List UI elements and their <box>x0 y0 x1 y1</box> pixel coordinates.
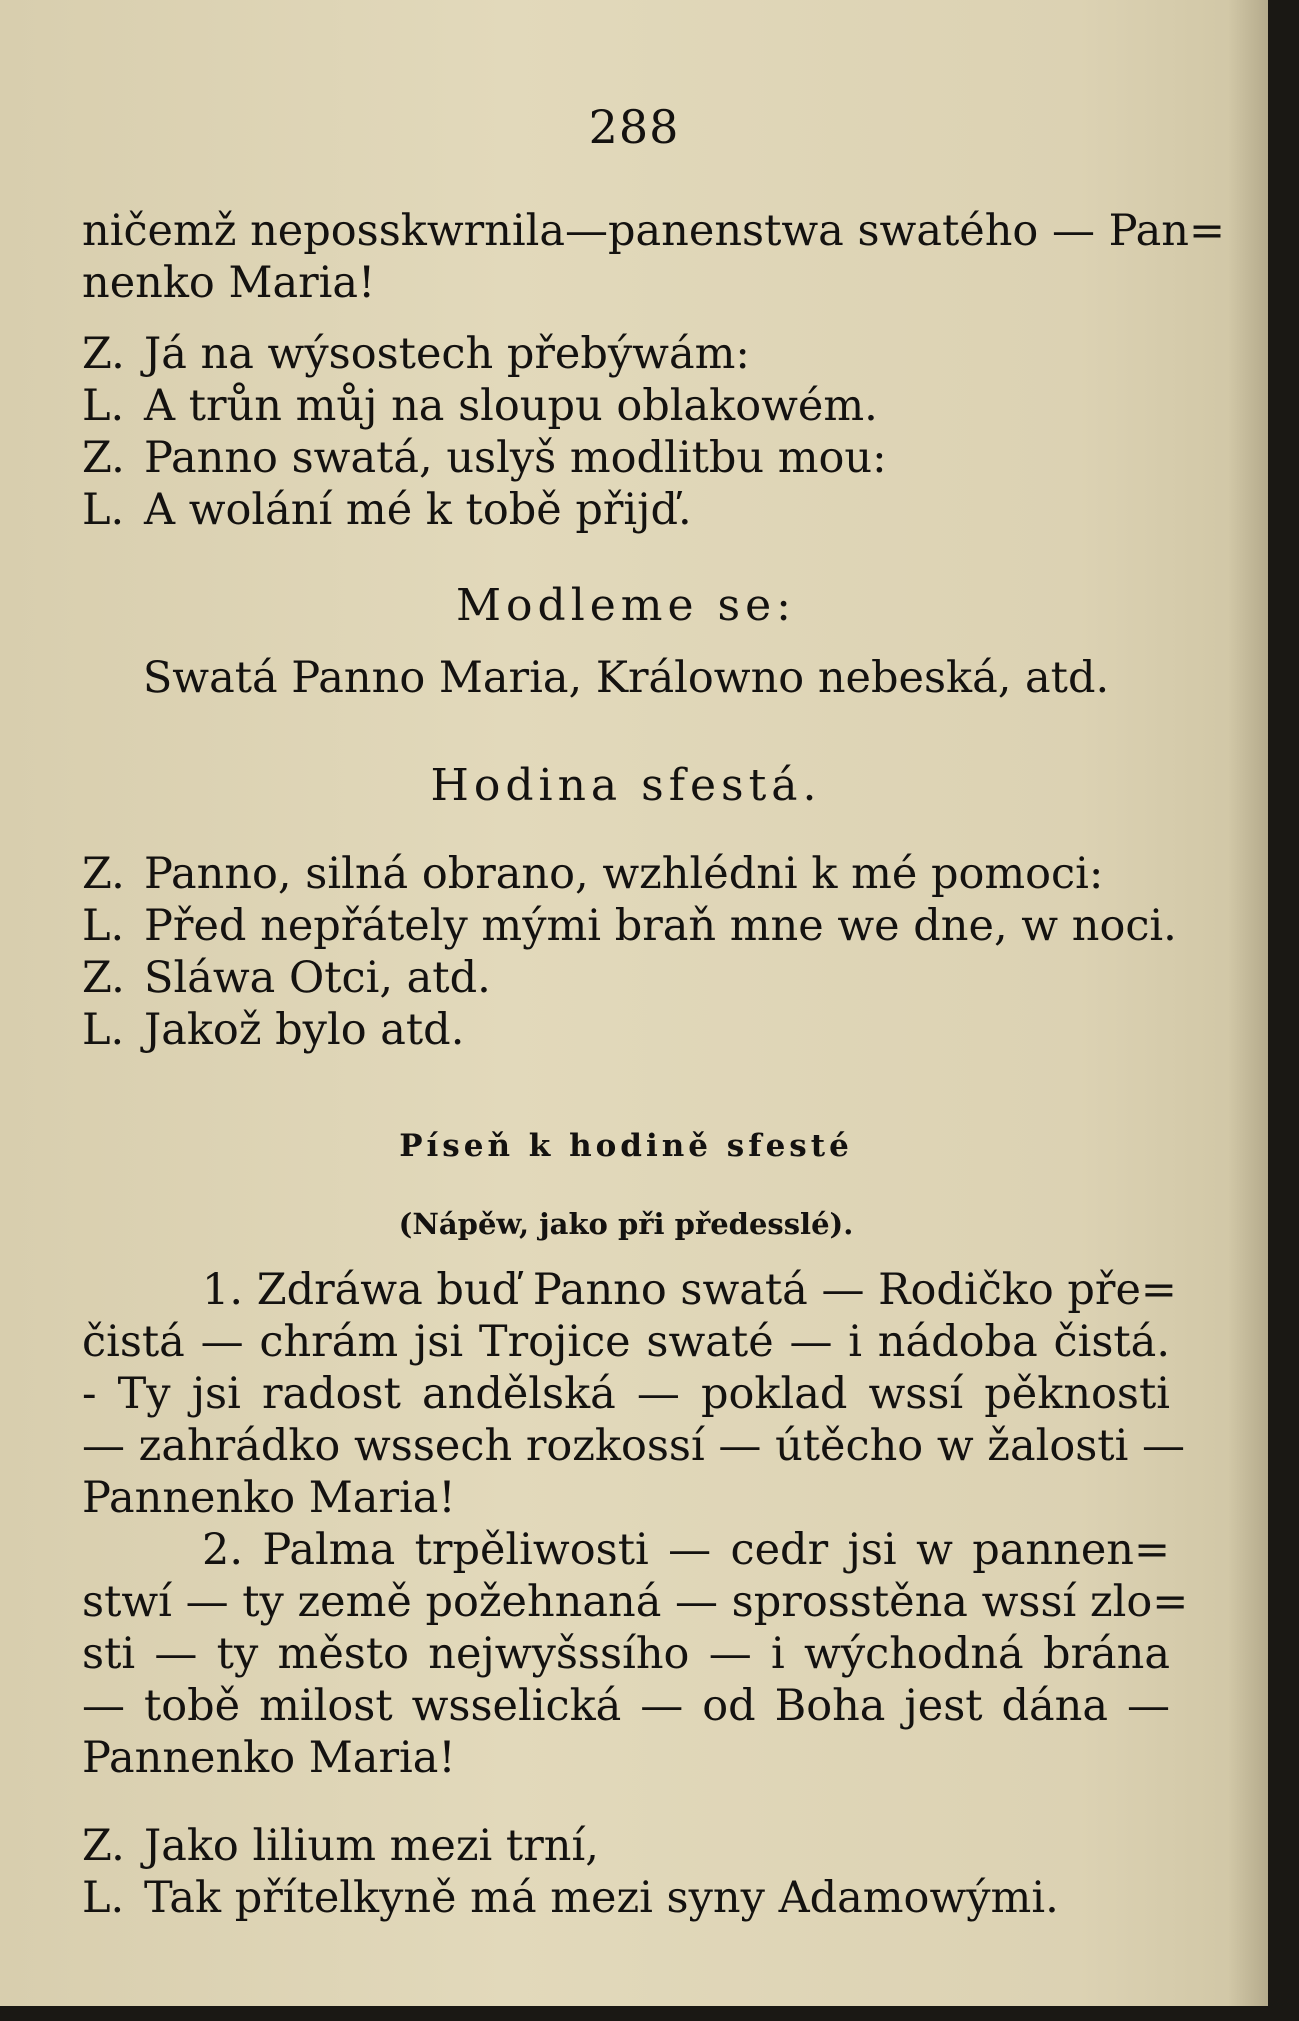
stanza-line: — zahrádko wssech rozkossí — útěcho w žalosti — <box>82 1421 1186 1471</box>
response-text: Jako lilium mezi trní, <box>144 1821 599 1871</box>
response-text: Panno, silná obrano, wzhlédni k mé pomoci: <box>144 849 1104 899</box>
response-text: Jakož bylo atd. <box>144 1005 465 1055</box>
stanza-line: stwí — ty země požehnaná — sprosstěna wssí zlo= <box>82 1577 1189 1627</box>
verse-line: ničemž neposskwrnila—panenstwa swatého — Pan= <box>82 206 1225 256</box>
page-edge-shadow <box>1228 0 1268 2006</box>
response-line <box>82 1004 1170 1056</box>
response-line <box>82 900 1177 952</box>
response-marker: L. <box>82 381 125 431</box>
response-text: Před nepřátely mými braň mne we dne, w noci. <box>144 901 1177 951</box>
response-text: Já na wýsostech přebýwám: <box>144 329 750 379</box>
verse-line: nenko Maria! <box>82 258 376 308</box>
response-marker: L. <box>82 485 125 535</box>
response-line <box>82 484 1170 536</box>
response-marker: Z. <box>82 329 125 379</box>
response-line <box>82 1820 1170 1872</box>
response-marker: Z. <box>82 953 125 1003</box>
response-marker: Z. <box>82 1821 125 1871</box>
prayer-text: Swatá Panno Maria, Králowno nebeská, atd. <box>142 653 1110 703</box>
response-line <box>82 328 1170 380</box>
response-text: A trůn můj na sloupu oblakowém. <box>144 381 878 431</box>
stanza-line: Pannenko Maria! <box>82 1473 456 1523</box>
stanza-line: čistá — chrám jsi Trojice swaté — i nádoba čistá. <box>82 1317 1170 1367</box>
response-line <box>82 1872 1170 1924</box>
stanza-line: — tobě milost wsselická — od Boha jest dána — <box>82 1681 1170 1731</box>
song-heading: Píseň k hodině sfesté <box>399 1128 853 1164</box>
stanza-line: Pannenko Maria! <box>82 1733 456 1783</box>
response-line <box>82 432 1170 484</box>
prayer-heading: Modleme se: <box>455 580 796 631</box>
response-text: Sláwa Otci, atd. <box>144 953 491 1003</box>
response-marker: Z. <box>82 849 125 899</box>
stanza-line: 1. Zdráwa buď Panno swatá — Rodičko pře= <box>202 1265 1177 1315</box>
response-line <box>82 848 1170 900</box>
response-text: Tak přítelkyně má mezi syny Adamowými. <box>144 1873 1059 1923</box>
stanza-line: - Ty jsi radost andělská — poklad wssí pěknosti <box>82 1369 1170 1419</box>
song-note: (Nápěw, jako při předesslé). <box>398 1207 854 1241</box>
response-text: A wolání mé k tobě přijď. <box>144 485 692 535</box>
response-line <box>82 952 1170 1004</box>
stanza-line: sti — ty město nejwyšssího — i wýchodná brána <box>82 1629 1170 1679</box>
response-marker: Z. <box>82 433 125 483</box>
response-line <box>82 380 1170 432</box>
response-text: Panno swatá, uslyš modlitbu mou: <box>144 433 887 483</box>
page-number: 288 <box>588 100 680 154</box>
response-marker: L. <box>82 1873 125 1923</box>
hour-heading: Hodina sfestá. <box>430 760 822 811</box>
response-marker: L. <box>82 1005 125 1055</box>
stanza-line: 2. Palma trpěliwosti — cedr jsi w pannen= <box>202 1525 1170 1575</box>
response-marker: L. <box>82 901 125 951</box>
